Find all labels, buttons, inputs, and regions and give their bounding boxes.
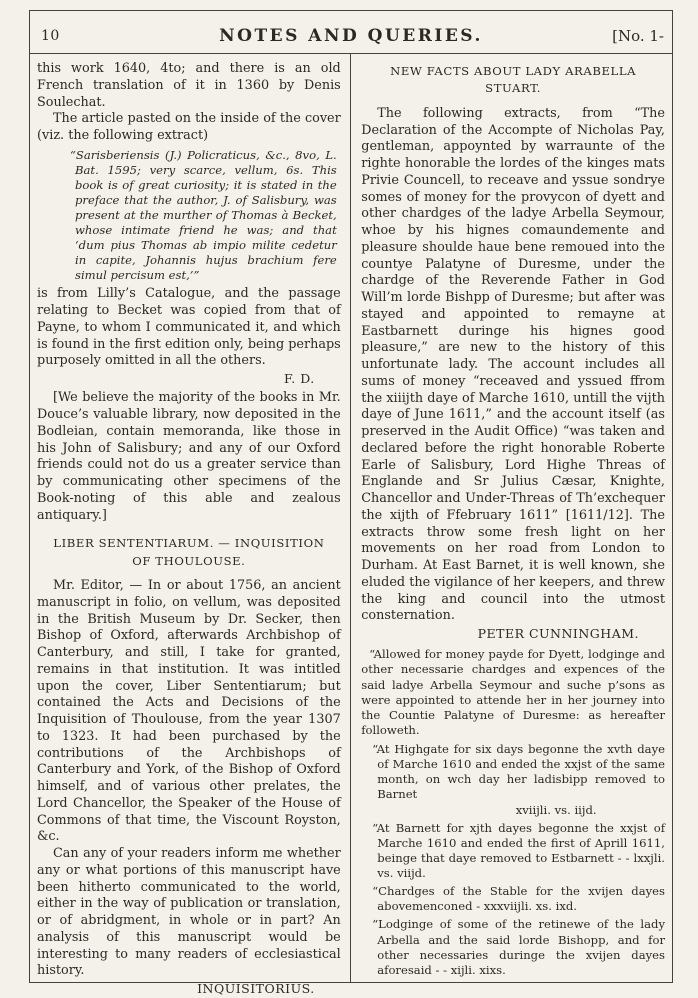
page-frame: [29, 10, 673, 997]
paragraph-continuation: this work 1640, 4to; and there is an old French translation of it in 1360 by Denis Soulechat.: [37, 61, 341, 110]
section-heading-arabella-stuart: NEW FACTS ABOUT LADY ARABELLA STUART.: [390, 64, 637, 96]
extract-item-text: “At Barnett for xjth dayes begonne the xxjst of Marche 1610 and ended the first of Aprill 1611, beinge that daye removed to Estbarnett - - lxxjli. vs. viijd.: [372, 821, 665, 881]
extract-item-text: “Chardges of the Stable for the xvijen dayes abovemenconed - xxxviijli. xs. ixd.: [372, 884, 665, 914]
issue-number: [No. 1-: [612, 27, 664, 45]
paragraph-article: The article pasted on the inside of the cover (viz. the following extract): [37, 111, 341, 143]
signature-cunningham: PETER CUNNINGHAM.: [477, 626, 639, 642]
signature-fd: F. D.: [284, 371, 315, 387]
catalogue-quote: “Sarisberiensis (J.) Policraticus, &c., 8vo, L. Bat. 1595; very scarce, vellum, 6s. This book is of great curiosity; it is stated in the preface that the author, J. of Salisbury, was present at the murther of Thomas à Becket, whose intimate friend he was; and that ‘dum pius Thomas ab impio milite cedetur in capite, Johannis hujus brachium fere simul percisum est,’”: [70, 147, 337, 283]
paragraph-editor: Mr. Editor, — In or about 1756, an ancient manuscript in folio, on vellum, was deposited in the British Museum by Dr. Secker, then Bishop of Oxford, afterwards Archbishop of Canterbury, and still, I take for granted, remains in that institution. It was intitled upon the cover, Liber Sententiarum; but contained the Acts and Decisions of the Inquisition of Thoulouse, from the year 1307 to 1323. It had been purchased by the contributions of the Archbishops of Canterbury and York, of the Bishop of Oxford himself, and of various other prelates, the Lord Chancellor, the Speaker of the House of Commons of that time, the Viscount Royston, &c.: [37, 578, 341, 845]
extract-item-amount: xviijli. vs. iijd.: [515, 803, 597, 818]
left-column: [30, 54, 350, 997]
section-heading-liber-sententiarum: LIBER SENTENTIARUM. — INQUISITION OF THOULOUSE.: [53, 536, 325, 568]
paragraph-main: The following extracts, from “The Declaration of the Accompte of Nicholas Pay, gentleman, appoynted by warraunte of the righte honorable the lordes of the kinges mats Privie Councell, to receave and yssue sondrye somes of money for the provycon of dyett and other chardges of the ladye Arbella Seymour, whoe by his hignes comaundemente and pleasure shoulde haue bene remoued into the countye Palatyne of Duresme, under the chardge of the Reverende Father in God Will’m lorde Bishpp of Duresme; but after was stayed and appointed to remayne at Eastbarnett duringe his hignes good pleasure,” are new to the history of this unfortunate lady. The account includes all sums of money “receaved and yssued ffrom the xiiijth daye of Marche 1610, untill the vijth daye of June 1611,” and the account itself (as preserved in the Audit Office) “was taken and declared before the right honorable Roberte Earle of Salisbury, Lord Highe Threas of Englande and Sr Julius Cæsar, Knighte, Chancellor and Under-Threas of Th’exchequer the xijth of Ffebruary 1611” [1611/12]. The extracts throw some fresh light on her movements on her road from London to Durham. At East Barnet, it is well known, she eluded the vigilance of her keepers, and threw the king and council into the utmost consternation.: [361, 105, 665, 624]
page-number: 10: [41, 28, 60, 44]
extract-item: [372, 821, 665, 881]
page-title: NOTES AND QUERIES.: [219, 26, 483, 46]
columns: [30, 54, 672, 997]
extract-item: [372, 741, 665, 818]
account-extract: [361, 647, 665, 977]
extract-intro: “Allowed for money payde for Dyett, lodginge and other necessarie chardges and expences of the said ladye Arbella Seymour and suche p’sons as were appointed to attende her in her journey into the Countie Palatyne of Duresme: as hereafter followeth.: [361, 647, 665, 737]
extract-item: [372, 917, 665, 977]
extract-item-text: “At Highgate for six days begonne the xvth daye of Marche 1610 and ended the xxjst of the same month, on wch day her ladisbipp removed to Barnet: [372, 741, 665, 801]
signature-inquisitorius: INQUISITORIUS.: [197, 981, 315, 997]
right-column: [351, 54, 672, 982]
extract-item-text: “Lodginge of some of the retinewe of the lady Arbella and the said lorde Bishopp, and for other necessaries duringe the xvijen dayes aforesaid - - xijli. xixs.: [372, 917, 665, 977]
page-header: [30, 11, 672, 54]
editor-note: [We believe the majority of the books in Mr. Douce’s valuable library, now deposited in the Bodleian, contain memoranda, like those in his John of Salisbury; and any of our Oxford friends could not do us a greater service than by communicating other specimens of the Book-noting of this able and zealous antiquary.]: [37, 390, 341, 523]
paragraph-lilly: is from Lilly’s Catalogue, and the passage relating to Becket was copied from that of Payne, to whom I communicated it, and which is found in the first edition only, being perhaps purposely omitted in all the others.: [37, 286, 341, 369]
paragraph-question: Can any of your readers inform me whether any or what portions of this manuscript have been hitherto communicated to the world, either in the way of publication or translation, or of abridgment, in whole or in part? An analysis of this manuscript would be interesting to many readers of ecclesiastical history.: [37, 846, 341, 979]
extract-item: [372, 884, 665, 914]
